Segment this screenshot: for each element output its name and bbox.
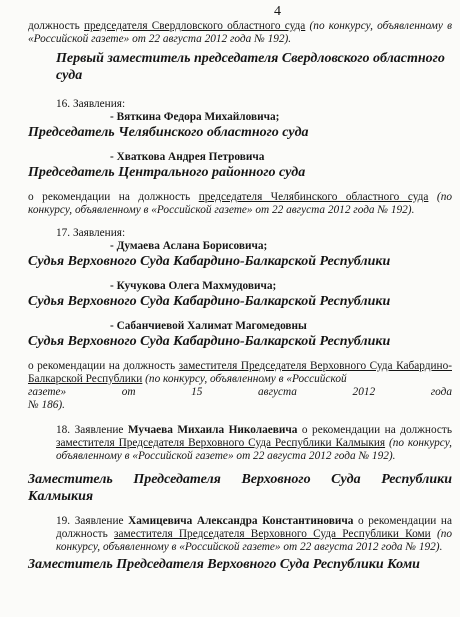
text-middle: о рекомендации на должность [56,515,452,540]
position-link: председателя Челябинского областного суда [198,191,429,203]
paragraph-kalmykia-application [28,424,452,463]
text-prefix: о рекомендации на должность [28,360,179,372]
paragraph-chelyabinsk-recommendation [28,191,452,217]
applicant-kuchukov: - Кучукова Олега Махмудовича; [110,280,277,292]
competition-note: (по конкурсу, объявленному в «Российской [142,373,347,385]
heading-judge-kbr-2: Судья Верховного Суда Кабардино-Балкарской Республики [28,294,391,309]
heading-deputy-komi: Заместитель Председателя Верховного Суда Республики Коми [28,557,420,572]
section-17-label: 17. Заявления: [56,227,126,239]
position-link: заместителя Председателя Верховного Суда Республики Коми [113,528,431,540]
page-number: 4 [274,4,281,19]
applicant-khamitsevich: Хамицевича Александра Константиновича [128,515,354,527]
applicant-dumaev: - Думаева Аслана Борисовича; [110,240,268,252]
section-16-label: 16. Заявления: [56,98,126,110]
text-prefix: 18. Заявление [56,424,128,436]
applicant-vyatkin: - Вяткина Федора Михайловича; [110,111,280,123]
text-prefix: 19. Заявление [56,515,129,527]
heading-chairman-chelyabinsk: Председатель Челябинского областного суда [28,125,309,140]
competition-note-number: № 186). [28,399,66,411]
applicant-muchaev: Мучаева Михаила Николаевича [127,424,298,436]
competition-note: (по конкурсу, объявленному в «Российской газете» от 22 августа 2012 года № 192). [56,528,452,553]
competition-note: (по конкурсу, объявленному в «Российской газете» от 22 августа 2012 года № 192). [28,20,452,45]
heading-deputy-kalmykia: Заместитель Председателя Верховного Суда Республики Калмыкия [28,472,452,504]
heading-judge-kbr-3: Судья Верховного Суда Кабардино-Балкарской Республики [28,334,391,349]
competition-note: (по конкурсу, объявленному в «Российской газете» от 22 августа 2012 года № 192). [56,437,452,462]
heading-judge-kbr-1: Судья Верховного Суда Кабардино-Балкарской Республики [28,254,391,269]
document-body [28,20,452,573]
applicant-khvatkov: - Хваткова Андрея Петровича [110,151,265,163]
paragraph-kbr-recommendation [28,360,452,386]
paragraph-komi-application [28,515,452,554]
text-prefix: о рекомендации на должность [28,191,199,203]
competition-note-continued: газете» от 15 августа 2012 года [28,386,452,398]
competition-note: (по конкурсу, объявленному в «Российской газете» от 22 августа 2012 года № 192). [28,191,452,216]
heading-first-deputy-sverdlovsk: Первый заместитель председателя Свердловского областного суда [56,51,445,83]
applicant-sabanchieva: - Сабанчиевой Халимат Магомедовны [110,320,307,332]
text-middle: о рекомендации на должность [297,424,452,436]
paragraph-sverdlovsk-recommendation [28,20,452,46]
position-link: заместителя Председателя Верховного Суда Кабардино-Балкарской Республики [28,360,452,385]
heading-chairman-central-district: Председатель Центрального районного суда [28,165,306,180]
position-link: заместителя Председателя Верховного Суда Республики Калмыкия [56,437,386,449]
position-link: председателя Свердловского областного суда [83,20,306,32]
text-prefix: должность [28,20,84,32]
